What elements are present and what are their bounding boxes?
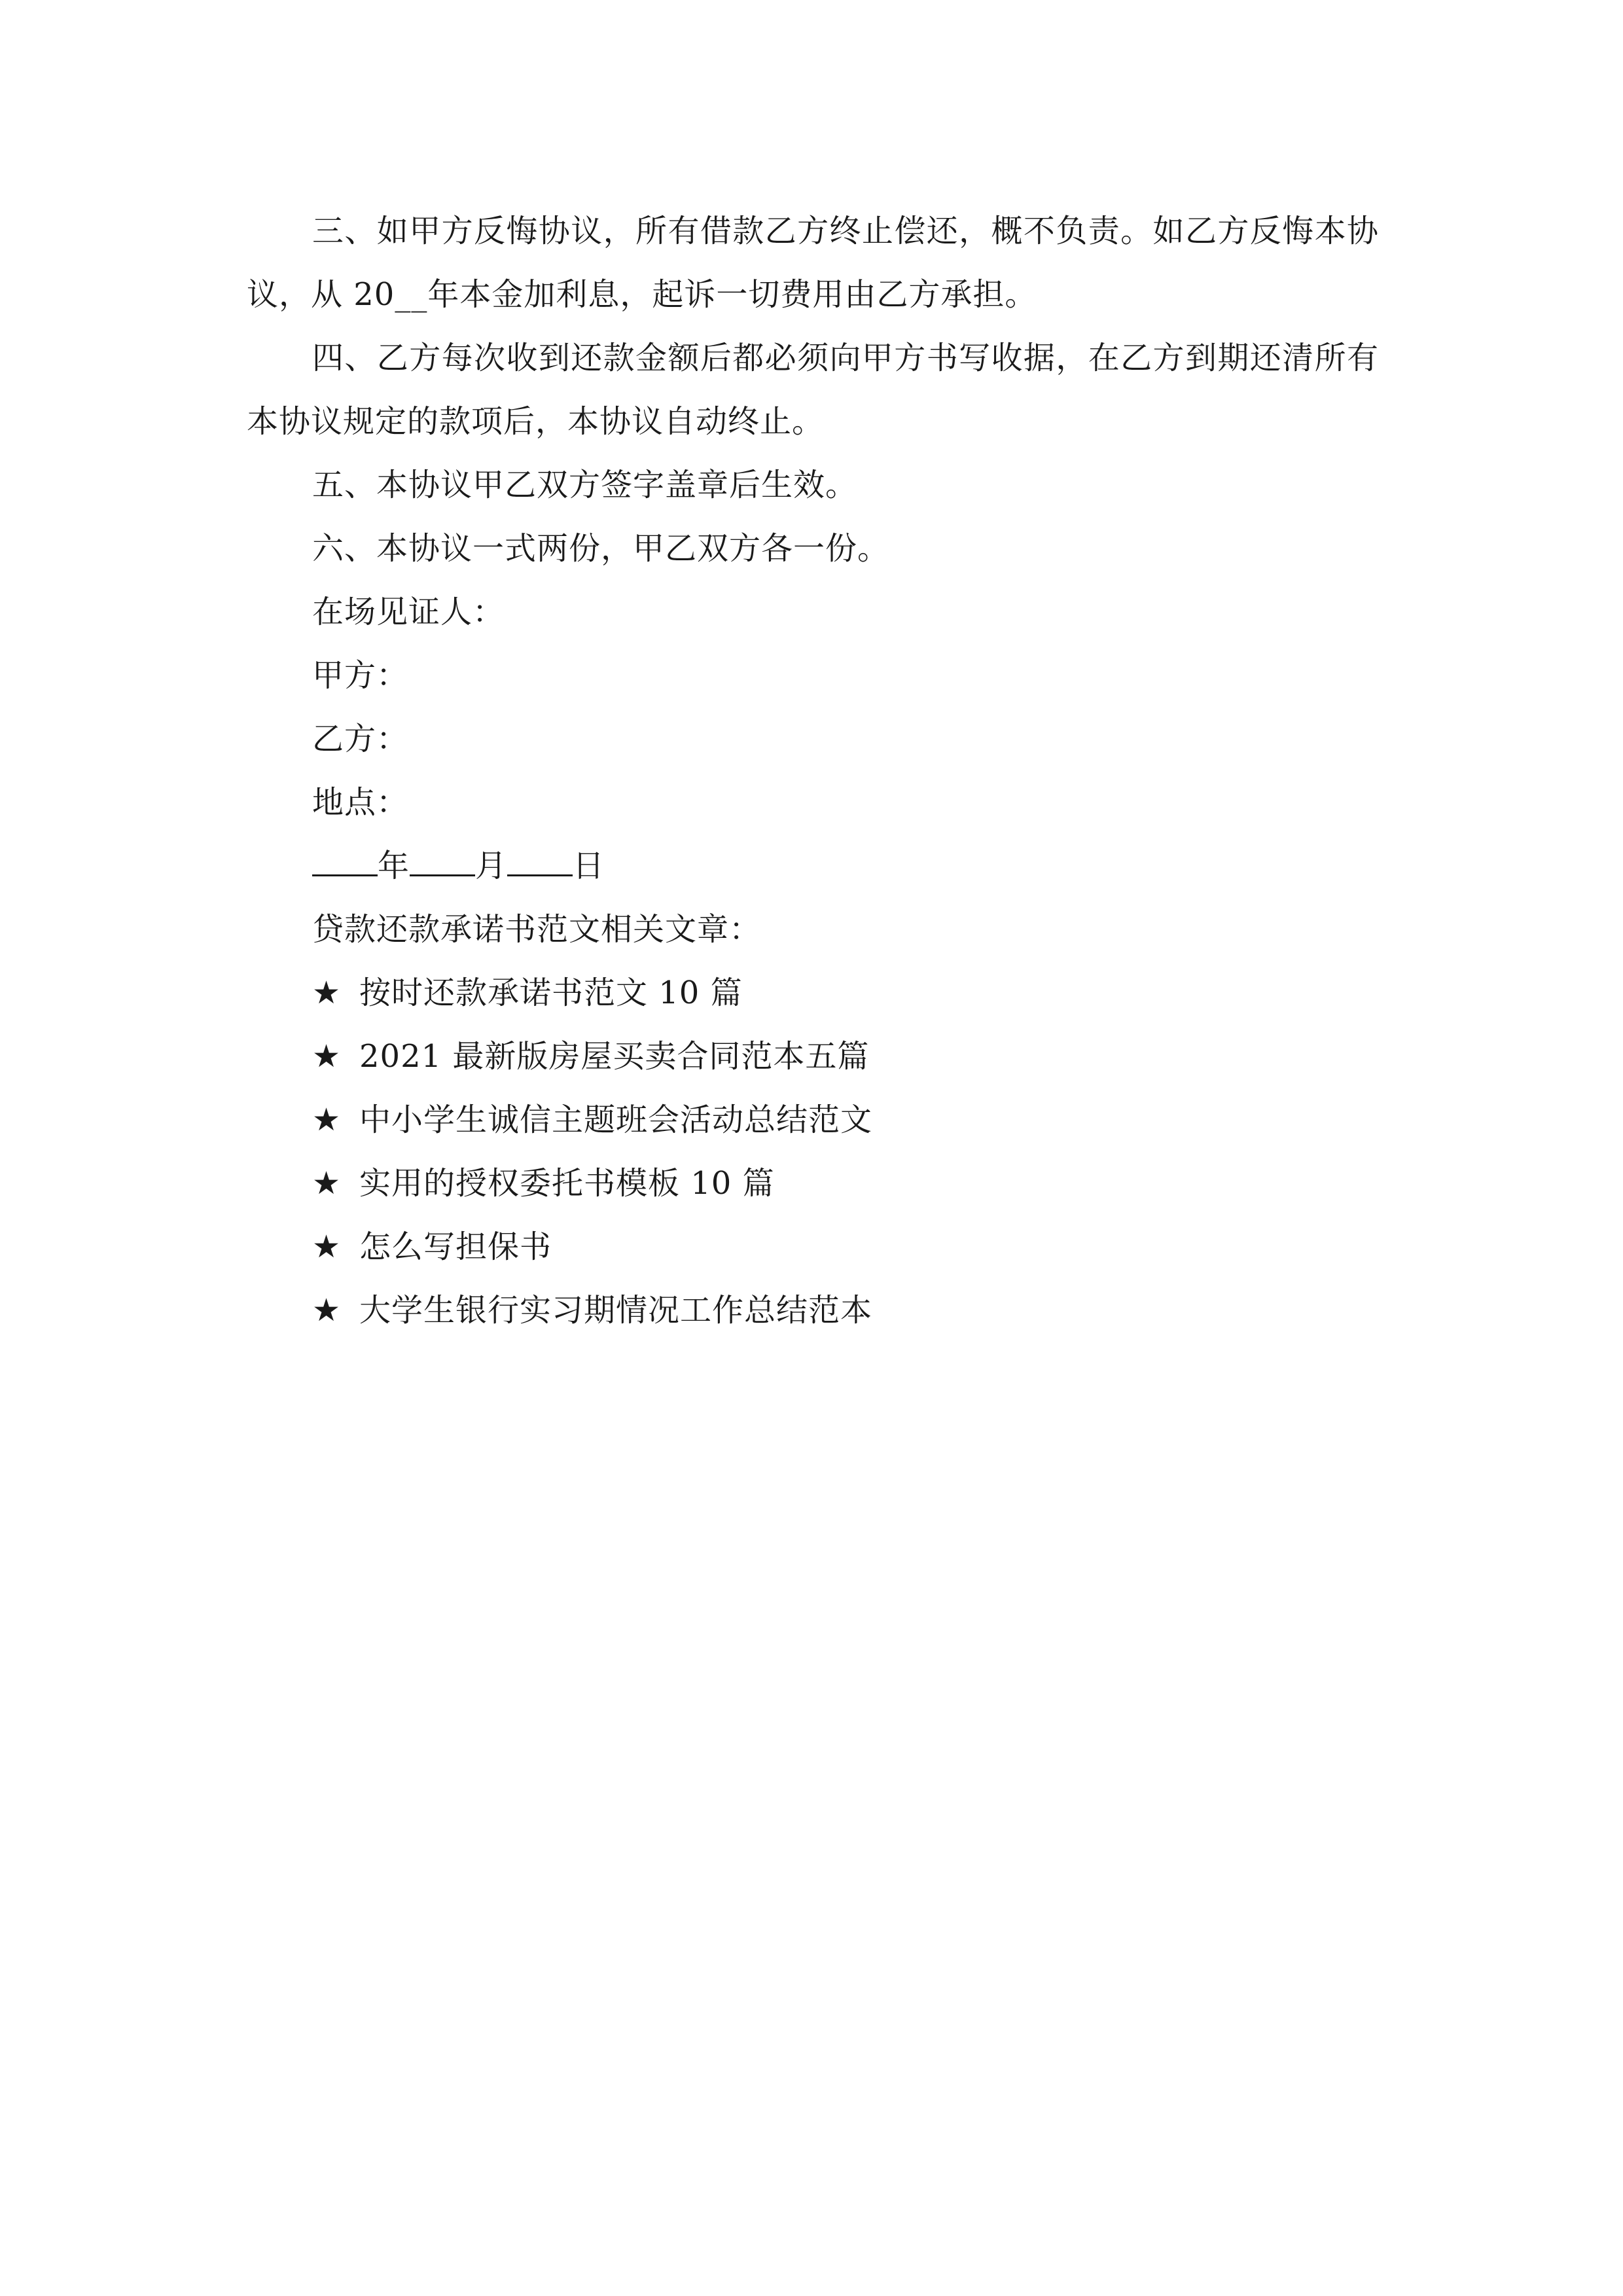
clause-3: 三、如甲方反悔协议，所有借款乙方终止偿还，概不负责。如乙方反悔本协议，从 20__年本金加利息，起诉一切费用由乙方承担。: [247, 213, 1379, 313]
related-item-label[interactable]: 2021 最新版房屋买卖合同范本五篇: [359, 1038, 870, 1075]
year-blank: [312, 844, 378, 876]
clause-5: 五、本协议甲乙双方签字盖章后生效。: [312, 467, 858, 503]
related-item[interactable]: [247, 1215, 1379, 1279]
star-icon: ★: [312, 1102, 342, 1138]
month-label: 月: [475, 848, 508, 884]
star-icon: ★: [312, 975, 342, 1011]
related-item[interactable]: [247, 1088, 1379, 1152]
day-blank: [507, 844, 573, 876]
related-item[interactable]: [247, 961, 1379, 1025]
star-icon: ★: [312, 1292, 342, 1329]
witness-label: 在场见证人：: [312, 594, 505, 630]
related-item-label[interactable]: 按时还款承诺书范文 10 篇: [359, 975, 743, 1011]
related-item[interactable]: [247, 1152, 1379, 1215]
star-icon: ★: [312, 1165, 342, 1202]
clause-4: 四、乙方每次收到还款金额后都必须向甲方书写收据，在乙方到期还清所有本协议规定的款项后，本协议自动终止。: [247, 340, 1379, 440]
related-heading: 贷款还款承诺书范文相关文章：: [312, 911, 762, 948]
clause-6: 六、本协议一式两份，甲乙双方各一份。: [312, 530, 890, 567]
day-label: 日: [573, 848, 605, 884]
date-line: [247, 834, 1379, 898]
location-label: 地点：: [312, 784, 409, 821]
related-item-label[interactable]: 大学生银行实习期情况工作总结范本: [359, 1292, 873, 1329]
related-item-label[interactable]: 怎么写担保书: [359, 1229, 552, 1265]
related-item-label[interactable]: 实用的授权委托书模板 10 篇: [359, 1165, 775, 1202]
related-item[interactable]: [247, 1279, 1379, 1342]
party-b-label: 乙方：: [312, 721, 409, 757]
party-a-label: 甲方：: [312, 657, 409, 694]
month-blank: [410, 844, 475, 876]
year-label: 年: [378, 848, 410, 884]
star-icon: ★: [312, 1038, 342, 1075]
related-item[interactable]: [247, 1025, 1379, 1088]
document-body: [247, 200, 1379, 1342]
star-icon: ★: [312, 1229, 342, 1265]
related-item-label[interactable]: 中小学生诚信主题班会活动总结范文: [359, 1102, 873, 1138]
